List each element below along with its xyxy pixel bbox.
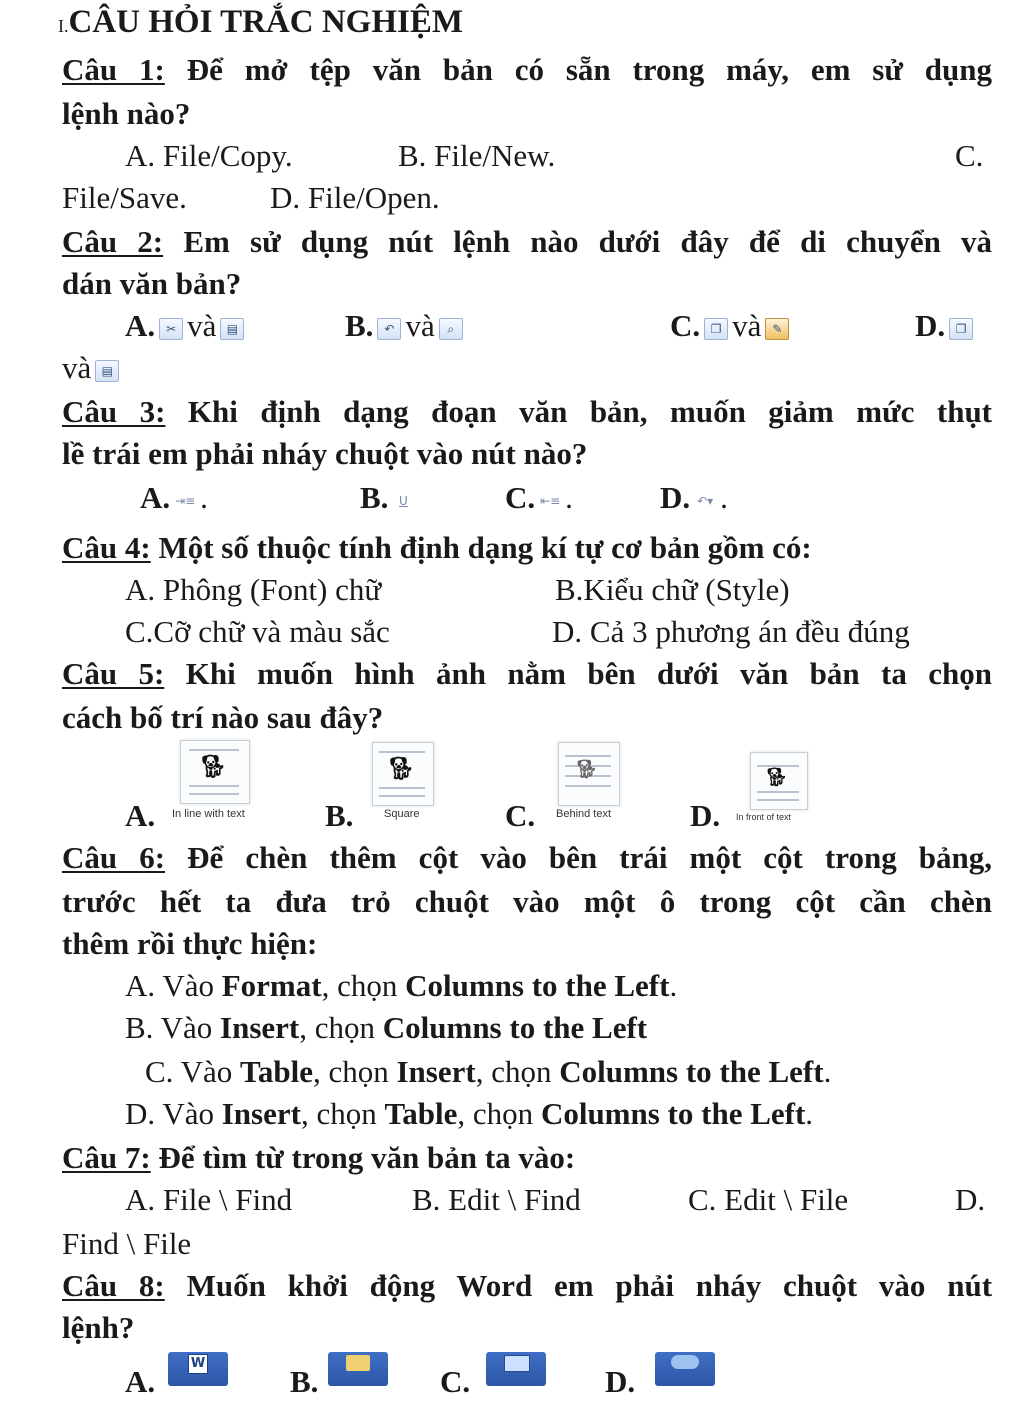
q6-option-b: B. Vào Insert, chọn Columns to the Left [125, 1010, 648, 1045]
q7-option-c: C. Edit \ File [688, 1182, 849, 1217]
q2-a-label: A. [125, 308, 156, 343]
q8-text-line1: Muốn khởi động Word em phải nháy chuột vào nút [186, 1268, 993, 1303]
q4-option-c: C.Cỡ chữ và màu sắc [125, 614, 390, 649]
q7-text: Để tìm từ trong văn bản ta vào: [158, 1140, 576, 1175]
q3-text-line1: Khi định dạng đoạn văn bản, muốn giảm mức thụt [187, 394, 993, 429]
q5-option-c: C. [505, 798, 536, 833]
q2-b-label: B. [345, 308, 374, 343]
square-wrap-icon: 🐕︎ [372, 742, 434, 806]
copy-icon: ❐ [949, 318, 973, 340]
q5-text-line1: Khi muốn hình ảnh nằm bên dưới văn bản ta chọn [185, 656, 993, 691]
my-documents-icon [328, 1352, 388, 1386]
q6-text-line2: trước hết ta đưa trỏ chuột vào một ô trong cột cần chèn [62, 884, 992, 919]
q2-label: Câu 2: [62, 224, 164, 259]
q1-option-a: A. File/Copy. [125, 138, 293, 173]
q8-label: Câu 8: [62, 1268, 165, 1303]
q1-option-c-text: File/Save. [62, 180, 187, 215]
q2-text-line1: Em sử dụng nút lệnh nào dưới đây để di chuyển và [183, 224, 993, 259]
q5-a-caption: In line with text [172, 808, 245, 820]
q4-option-a: A. Phông (Font) chữ [125, 572, 382, 607]
q3-option-d: D. ↶▾ . [660, 480, 728, 515]
q3-c-label: C. [505, 480, 536, 515]
q6-option-a: A. Vào Format, chọn Columns to the Left. [125, 968, 678, 1003]
section-number: I. [58, 16, 69, 36]
q3-text-line2: lề trái em phải nháy chuột vào nút nào? [62, 436, 588, 471]
copy-icon: ❐ [704, 318, 728, 340]
q4-option-d: D. Cả 3 phương án đều đúng [552, 614, 910, 649]
q3-option-a: A. ⇥≡ . [140, 480, 208, 515]
q5-prompt [62, 656, 992, 692]
my-computer-icon [486, 1352, 546, 1386]
q6-option-d: D. Vào Insert, chọn Table, chọn Columns to the Left. [125, 1096, 814, 1131]
q1-option-d: D. File/Open. [270, 180, 440, 215]
q8-option-a: A. [125, 1364, 156, 1399]
q6-option-c: C. Vào Table, chọn Insert, chọn Columns to the Left. [145, 1054, 832, 1089]
q5-b-caption: Square [384, 808, 420, 820]
edit-icon: ✎ [765, 318, 789, 340]
q6-prompt [62, 840, 992, 876]
q2-c-and: và [732, 308, 762, 343]
print-preview-icon: ⌕ [439, 318, 463, 340]
q1-option-c-label: C. [955, 138, 984, 173]
q2-b-and: và [405, 308, 435, 343]
q6-text-line1: Để chèn thêm cột vào bên trái một cột trong bảng, [187, 840, 993, 875]
q5-c-caption: Behind text [556, 808, 612, 820]
undo-icon: ↶ [377, 318, 401, 340]
q8-option-b: B. [290, 1364, 319, 1399]
q2-option-d [915, 308, 977, 344]
increase-indent-icon: ⇥≡ [175, 493, 196, 508]
section-heading [58, 4, 463, 44]
q1-text-line1: Để mở tệp văn bản có sẵn trong máy, em sử dụng [186, 52, 993, 87]
q4-prompt [62, 530, 812, 566]
q6-text-line3: thêm rồi thực hiện: [62, 926, 318, 961]
q2-option-b [345, 308, 467, 344]
q8-option-d: D. [605, 1364, 636, 1399]
q1-option-b: B. File/New. [398, 138, 556, 173]
q2-d-label: D. [915, 308, 946, 343]
q2-d-and: và [62, 350, 92, 385]
q7-option-a: A. File \ Find [125, 1182, 293, 1217]
q2-prompt [62, 224, 992, 260]
undo-dropdown-icon: ↶▾ [697, 493, 714, 508]
q5-option-b: B. [325, 798, 354, 833]
q3-d-label: D. [660, 480, 691, 515]
network-places-icon [655, 1352, 715, 1386]
q3-option-b [360, 480, 418, 516]
q7-option-d-label: D. [955, 1182, 986, 1217]
q2-a-and: và [187, 308, 217, 343]
q1-text-line2: lệnh nào? [62, 96, 191, 131]
q2-option-c [670, 308, 793, 344]
q3-prompt [62, 394, 992, 430]
q3-label: Câu 3: [62, 394, 166, 429]
in-front-of-text-icon: 🐕︎ [750, 752, 808, 810]
q2-text-line2: dán văn bản? [62, 266, 242, 301]
q8-option-c: C. [440, 1364, 471, 1399]
paste-icon: ▤ [95, 360, 119, 382]
q5-option-a: A. [125, 798, 156, 833]
q4-text: Một số thuộc tính định dạng kí tự cơ bản gồm có: [158, 530, 812, 565]
paste-icon: ▤ [220, 318, 244, 340]
q1-label: Câu 1: [62, 52, 165, 87]
q4-option-b: B.Kiểu chữ (Style) [555, 572, 790, 607]
q7-prompt [62, 1140, 575, 1176]
behind-text-icon: 🐕︎ [558, 742, 620, 806]
q4-label: Câu 4: [62, 530, 151, 565]
decrease-indent-icon: ⇤≡ [540, 493, 561, 508]
q2-option-a [125, 308, 248, 344]
q3-b-label: B. [360, 480, 389, 515]
q3-a-label: A. [140, 480, 171, 515]
q8-text-line2: lệnh? [62, 1310, 135, 1345]
q7-option-d-text: Find \ File [62, 1226, 192, 1261]
q2-c-label: C. [670, 308, 701, 343]
q1-prompt [62, 52, 992, 88]
inline-with-text-icon: 🐕︎ [180, 740, 250, 804]
q5-label: Câu 5: [62, 656, 165, 691]
q2-option-d-cont [62, 350, 123, 386]
q6-label: Câu 6: [62, 840, 166, 875]
q7-option-b: B. Edit \ Find [412, 1182, 581, 1217]
underline-icon: U [399, 493, 408, 508]
q8-prompt [62, 1268, 992, 1304]
word-shortcut-icon: W [168, 1352, 228, 1386]
q3-option-c: C. ⇤≡ . [505, 480, 573, 515]
q5-option-d: D. [690, 798, 721, 833]
q7-label: Câu 7: [62, 1140, 151, 1175]
q5-d-caption: In front of text [736, 812, 792, 822]
cut-icon: ✂ [159, 318, 183, 340]
q5-text-line2: cách bố trí nào sau đây? [62, 700, 384, 735]
section-title: CÂU HỎI TRẮC NGHIỆM [68, 4, 464, 40]
